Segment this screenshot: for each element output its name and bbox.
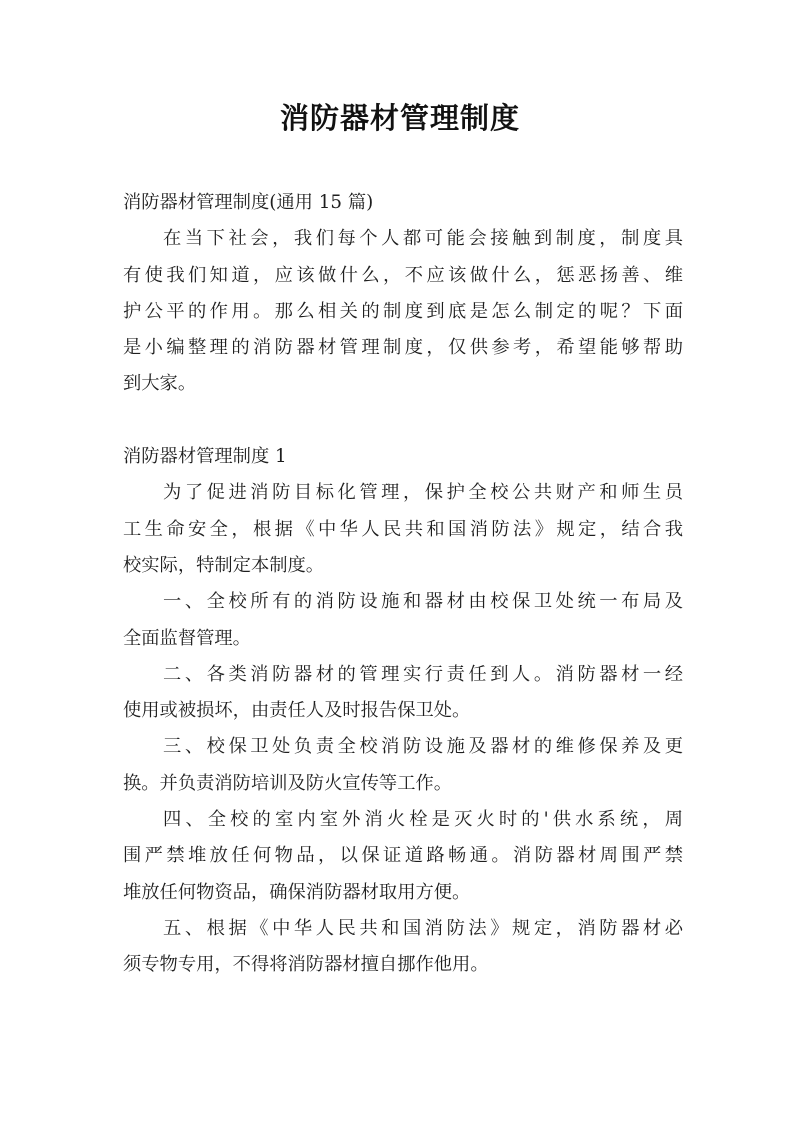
page-title: 消防器材管理制度 [279, 101, 520, 135]
item1-line-1: 一、全校所有的消防设施和器材由校保卫处统一布局及 [163, 591, 683, 613]
item5-line-1: 五、根据《中华人民共和国消防法》规定，消防器材必 [163, 917, 683, 939]
item4-line-2: 围严禁堆放任何物品，以保证道路畅通。消防器材周围严禁 [123, 845, 683, 867]
paragraph-gap [123, 403, 683, 439]
intro-line-3: 护公平的作用。那么相关的制度到底是怎么制定的呢？下面 [123, 300, 683, 322]
item4-line-1: 四、全校的室内室外消火栓是灭火时的'供水系统，周 [163, 809, 683, 831]
item5-line-2: 须专物专用，不得将消防器材擅自挪作他用。 [123, 954, 489, 976]
intro-line-1: 在当下社会，我们每个人都可能会接触到制度，制度具 [163, 228, 683, 250]
document-body [123, 185, 683, 984]
intro-line-5: 到大家。 [123, 373, 197, 395]
para1-line-3: 校实际，特制定本制度。 [123, 554, 325, 576]
item2-line-2: 使用或被损坏，由责任人及时报告保卫处。 [123, 700, 471, 722]
item3-line-1: 三、校保卫处负责全校消防设施及器材的维修保养及更 [163, 736, 683, 758]
item4-line-3: 堆放任何物资品，确保消防器材取用方便。 [123, 881, 471, 903]
item1-line-2: 全面监督管理。 [123, 627, 251, 649]
para1-line-1: 为了促进消防目标化管理，保护全校公共财产和师生员 [163, 482, 683, 504]
item3-line-2: 换。并负责消防培训及防火宣传等工作。 [123, 772, 453, 794]
document-subtitle: 消防器材管理制度(通用 15 篇) [123, 192, 374, 213]
para1-line-2: 工生命安全，根据《中华人民共和国消防法》规定，结合我 [123, 518, 683, 540]
section-heading: 消防器材管理制度 1 [123, 446, 287, 468]
intro-line-4: 是小编整理的消防器材管理制度，仅供参考，希望能够帮助 [123, 337, 683, 359]
item2-line-1: 二、各类消防器材的管理实行责任到人。消防器材一经 [163, 663, 683, 685]
intro-line-2: 有使我们知道，应该做什么，不应该做什么，惩恶扬善、维 [123, 264, 683, 286]
